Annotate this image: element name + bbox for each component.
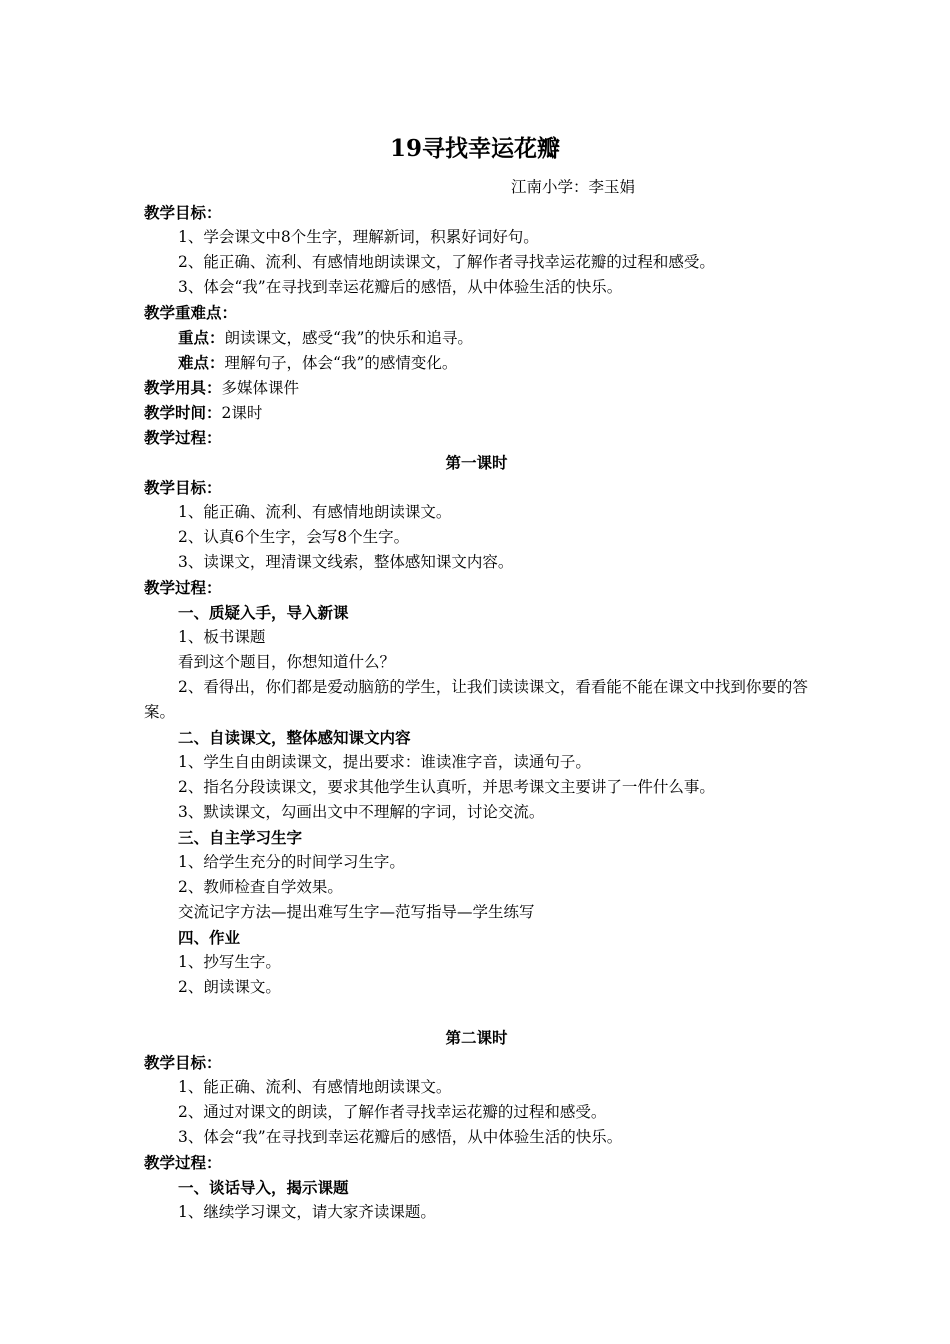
lesson1-section2-item: 1、学生自由朗读课文，提出要求：谁读准字音，读通句子。 [178, 753, 591, 771]
time-line [144, 400, 809, 425]
lesson1-section3-item: 2、教师检查自学效果。 [178, 878, 343, 896]
document-title: 19寻找幸运花瓣 [389, 135, 560, 162]
lesson1-section2-heading: 二、自读课文，整体感知课文内容 [178, 728, 411, 747]
focus-line [144, 325, 809, 350]
lesson2-section1-item: 1、继续学习课文，请大家齐读课题。 [178, 1203, 436, 1221]
lesson1-section3-heading: 三、自主学习生字 [178, 828, 303, 847]
blank-line [144, 1000, 809, 1025]
lesson1-section1-item: 看到这个题目，你想知道什么？ [178, 653, 396, 671]
focus-label: 重点： [178, 328, 225, 347]
tools-line [144, 375, 809, 400]
lesson1-section2-item: 2、指名分段读课文，要求其他学生认真听，并思考课文主要讲了一件什么事。 [178, 778, 715, 796]
goal-item: 3、体会“我”在寻找到幸运花瓣后的感悟，从中体验生活的快乐。 [178, 278, 623, 296]
lesson1-section3-item: 1、给学生充分的时间学习生字。 [178, 853, 405, 871]
time-label: 教学时间： [144, 403, 222, 422]
lesson2-goal-item: 3、体会“我”在寻找到幸运花瓣后的感悟，从中体验生活的快乐。 [178, 1128, 623, 1146]
lesson2-section1-heading: 一、谈话导入，揭示课题 [178, 1178, 349, 1197]
difficulty-label: 难点： [178, 353, 225, 372]
lesson2-process-heading: 教学过程： [144, 1153, 222, 1172]
lesson1-process-heading: 教学过程： [144, 578, 222, 597]
goal-item: 1、学会课文中8个生字，理解新词，积累好词好句。 [178, 228, 539, 246]
difficulty-text: 理解句子，体会“我”的感情变化。 [224, 354, 458, 372]
process-heading: 教学过程： [144, 428, 222, 447]
lesson1-heading: 第一课时 [445, 453, 508, 472]
lesson1-section1-item: 1、板书课题 [178, 628, 266, 646]
lesson2-goals-heading: 教学目标： [144, 1053, 222, 1072]
lesson1-section4-item: 2、朗读课文。 [178, 978, 281, 996]
goal-item: 2、能正确、流利、有感情地朗读课文，了解作者寻找幸运花瓣的过程和感受。 [178, 253, 715, 271]
lesson2-heading: 第二课时 [445, 1028, 508, 1047]
difficulty-line [144, 350, 809, 375]
lesson2-goal-item: 1、能正确、流利、有感情地朗读课文。 [178, 1078, 452, 1096]
lesson1-section2-item: 3、默读课文，勾画出文中不理解的字词，讨论交流。 [178, 803, 545, 821]
focus-text: 朗读课文，感受“我”的快乐和追寻。 [224, 329, 473, 347]
lesson1-goal-item: 1、能正确、流利、有感情地朗读课文。 [178, 503, 452, 521]
lesson1-section1-heading: 一、质疑入手，导入新课 [178, 603, 349, 622]
document-body [144, 200, 809, 1225]
lesson1-goal-item: 2、认真6个生字，会写8个生字。 [178, 528, 410, 546]
lesson1-section4-item: 1、抄写生字。 [178, 953, 281, 971]
lesson1-section1-paragraph: 2、看得出，你们都是爱动脑筋的学生，让我们读读课文，看看能不能在课文中找到你要的答案。 [144, 678, 808, 721]
keypoints-heading: 教学重难点： [144, 303, 238, 322]
tools-text: 多媒体课件 [221, 379, 300, 397]
time-text: 2课时 [221, 404, 263, 422]
author-line: 江南小学：李玉娟 [511, 178, 636, 196]
lesson1-goals-heading: 教学目标： [144, 478, 222, 497]
lesson2-goal-item: 2、通过对课文的朗读，了解作者寻找幸运花瓣的过程和感受。 [178, 1103, 607, 1121]
lesson1-section4-heading: 四、作业 [178, 928, 241, 947]
tools-label: 教学用具： [144, 378, 222, 397]
lesson1-goal-item: 3、读课文，理清课文线索，整体感知课文内容。 [178, 553, 514, 571]
lesson1-section3-item: 交流记字方法—提出难写生字—范写指导—学生练写 [178, 903, 535, 921]
goals-heading: 教学目标： [144, 203, 222, 222]
